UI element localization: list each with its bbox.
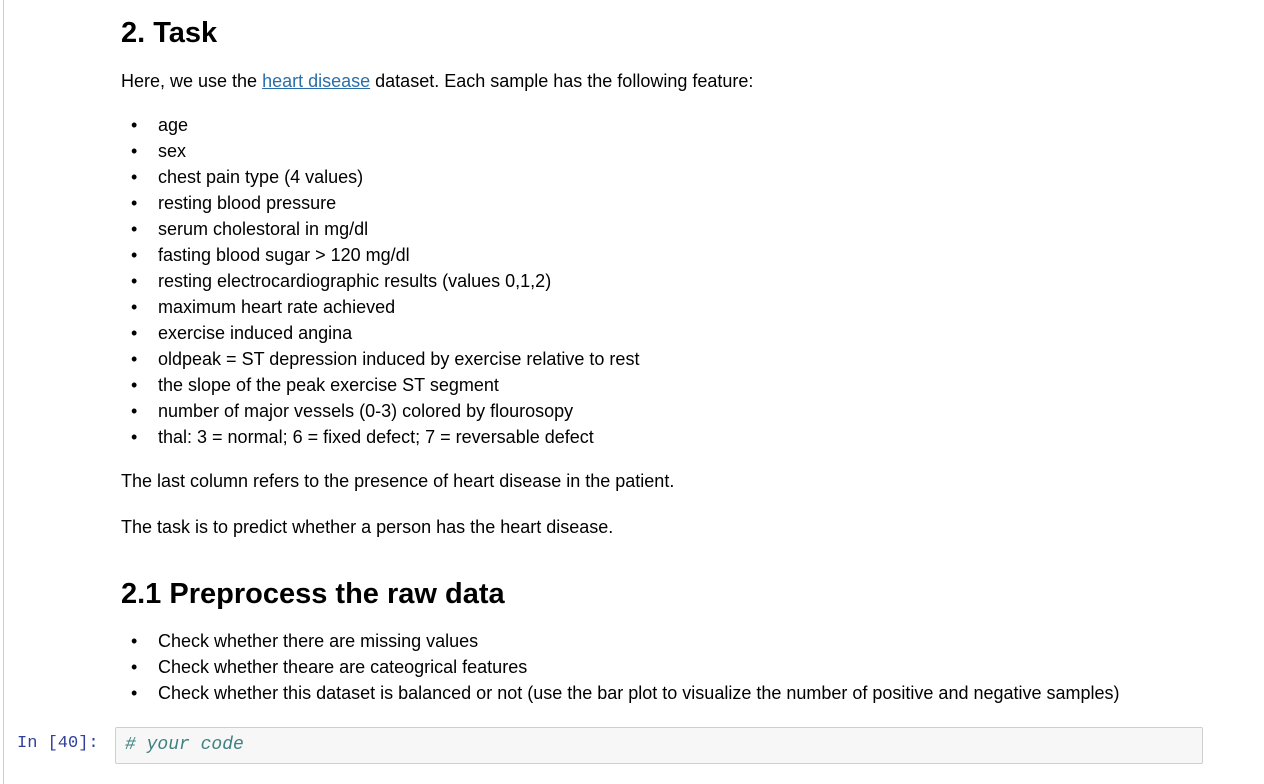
list-item: • maximum heart rate achieved	[121, 294, 639, 320]
list-item: • fasting blood sugar > 120 mg/dl	[121, 242, 639, 268]
list-item: • oldpeak = ST depression induced by exercise relative to rest	[121, 346, 639, 372]
task-note: The task is to predict whether a person has the heart disease.	[121, 517, 614, 537]
preprocess-list	[121, 628, 1120, 706]
list-item: • the slope of the peak exercise ST segment	[121, 372, 639, 398]
list-item: • serum cholestoral in mg/dl	[121, 216, 639, 242]
list-item: • Check whether theare are cateogrical features	[121, 654, 1120, 680]
last-column-note: The last column refers to the presence of heart disease in the patient.	[121, 471, 675, 491]
subsection-title: 2.1 Preprocess the raw data	[121, 578, 505, 610]
list-item: • number of major vessels (0-3) colored by flourosopy	[121, 398, 639, 424]
list-item: • age	[121, 112, 639, 138]
code-comment: # your code	[125, 735, 244, 755]
list-item: • sex	[121, 138, 639, 164]
list-item: • Check whether there are missing values	[121, 628, 1120, 654]
section-title: 2. Task	[121, 17, 218, 49]
list-item: • Check whether this dataset is balanced or not (use the bar plot to visualize the number of positive and negative samples)	[121, 680, 1120, 706]
list-item: • resting electrocardiographic results (values 0,1,2)	[121, 268, 639, 294]
intro-paragraph	[121, 70, 753, 92]
list-item: • exercise induced angina	[121, 320, 639, 346]
list-item: • chest pain type (4 values)	[121, 164, 639, 190]
feature-list	[121, 112, 639, 450]
input-prompt: In [40]:	[17, 734, 99, 753]
list-item: • resting blood pressure	[121, 190, 639, 216]
code-input[interactable]	[115, 727, 1203, 764]
list-item: • thal: 3 = normal; 6 = fixed defect; 7 = reversable defect	[121, 424, 639, 450]
heart-disease-link[interactable]: heart disease	[262, 71, 371, 91]
intro-text-before: Here, we use the	[121, 71, 263, 91]
intro-text-after: dataset. Each sample has the following feature:	[370, 71, 754, 91]
